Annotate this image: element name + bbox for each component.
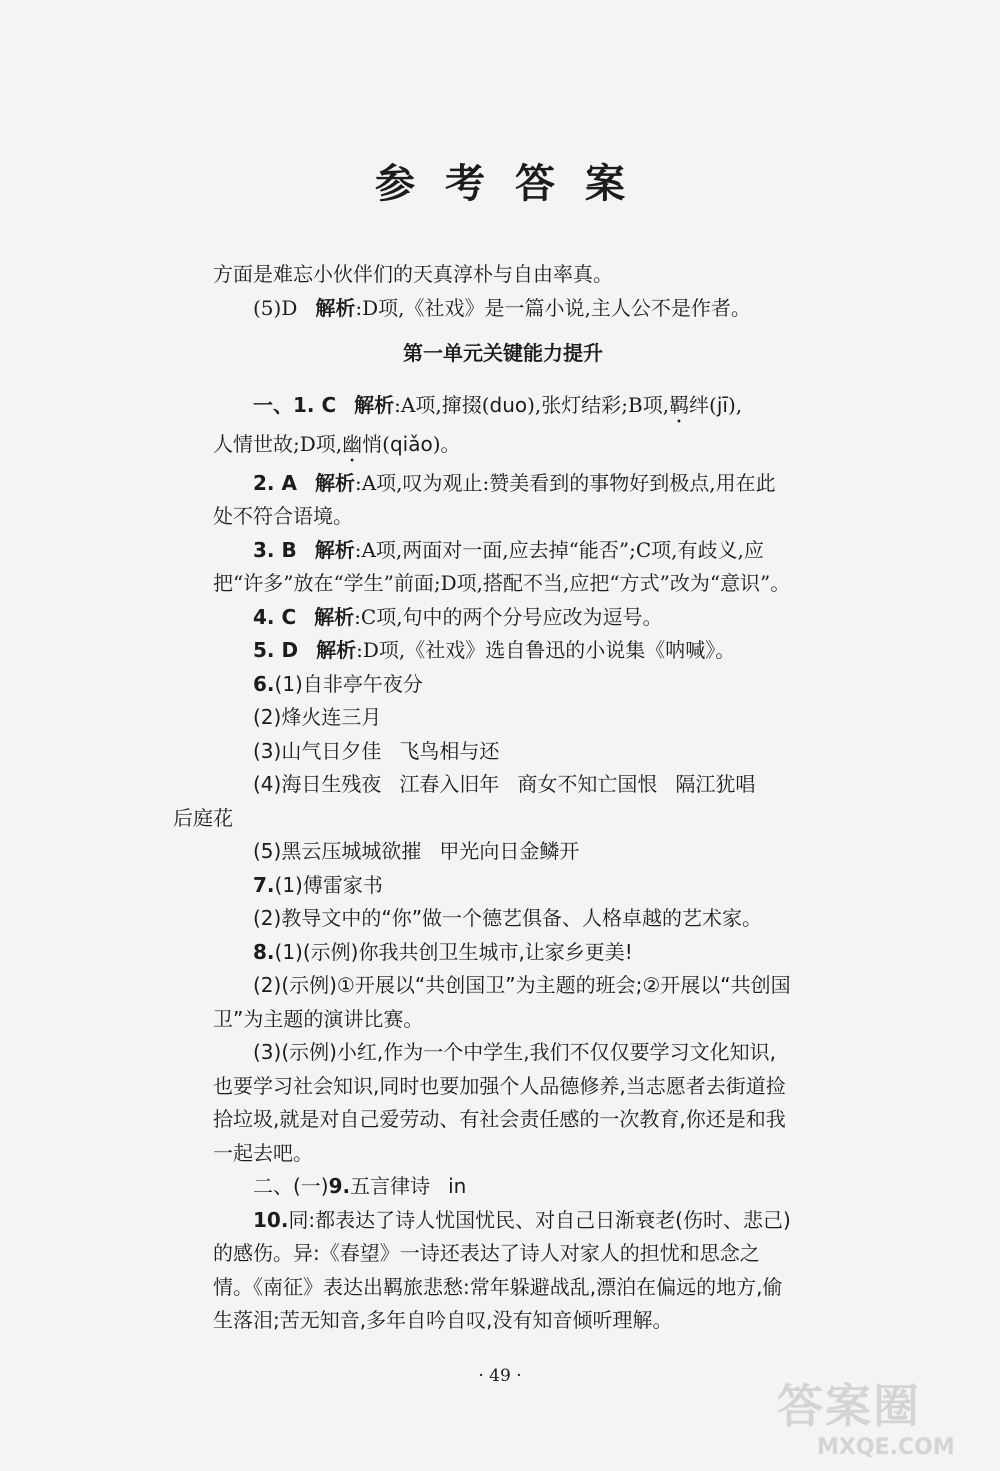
page-number: · 49 · (478, 1366, 522, 1386)
intro-q5: (5)D 解析:D项,《社戏》是一篇小说,主人公不是作者。 (253, 295, 751, 320)
answer-q8-2: (2)(示例)①开展以“共创国卫”为主题的班会;②开展以“共创国卫”为主题的演讲比赛。 (213, 973, 791, 1031)
page-title: 参考答案 (375, 160, 655, 207)
answer-q9: 二、(一)9.五言律诗 in (253, 1174, 467, 1198)
watermark-logo-text: 答案圈 (777, 1379, 921, 1433)
site-watermark (777, 1378, 982, 1464)
watermark-url: MXQE.COM (817, 1435, 955, 1460)
answer-q5: 5. D 解析:D项,《社戏》选自鲁迅的小说集《呐喊》。 (253, 638, 736, 662)
answer-q4: 4. C 解析:C项,句中的两个分号应改为逗号。 (253, 604, 663, 629)
answer-q10: 10.同:都表达了诗人忧国忧民、对自己日渐衰老(伤时、悲己)的感伤。异:《春望》一诗还表达了诗人对家人的担忧和思念之情。《南征》表达出羁旅悲愁:常年躲避战乱,漂泊在偏远的地方,偷生落泪;苦无知音,多年自吟自叹,没有知音倾听理解。 (213, 1207, 791, 1332)
answer-q3: 3. B 解析:A项,两面对一面,应去掉“能否”;C项,有歧义,应把“许多”放在“学生”前面;D项,搭配不当,应把“方式”改为“意识”。 (213, 537, 791, 595)
answer-q1: 一、1. C 解析:A项,撺掇(duo),张灯结彩;B项,羁绊(jī), 人情世故;D项,幽悄(qiǎo)。 (213, 392, 743, 456)
answer-q6-1: 6.(1)自非亭午夜分 (253, 671, 423, 696)
answer-q7-1: 7.(1)傅雷家书 (253, 872, 383, 897)
answer-q8-1: 8.(1)(示例)你我共创卫生城市,让家乡更美! (253, 939, 633, 964)
answer-q8-3: (3)(示例)小红,作为一个中学生,我们不仅仅要学习文化知识,也要学习社会知识,同时也要加强个人品德修养,当志愿者去街道捡拾垃圾,就是对自己爱劳动、有社会责任感的一次教育,你还是和我一起去吧。 (213, 1040, 786, 1165)
answer-content (173, 258, 793, 1338)
answer-q6-4: (4)海日生残夜 江春入旧年 商女不知亡国恨 隔江犹唱 后庭花 (173, 772, 756, 830)
answer-q6-2: (2)烽火连三月 (253, 705, 382, 729)
answer-q7-2: (2)教导文中的“你”做一个德艺俱备、人格卓越的艺术家。 (253, 906, 763, 930)
answer-q2: 2. A 解析:A项,叹为观止:赞美看到的事物好到极点,用在此处不符合语境。 (213, 470, 776, 528)
intro-line: 方面是难忘小伙伴们的天真淳朴与自由率真。 (213, 262, 613, 286)
section-title: 第一单元关键能力提升 (403, 341, 603, 365)
answer-q6-5: (5)黑云压城城欲摧 甲光向日金鳞开 (253, 839, 580, 863)
answer-q6-3: (3)山气日夕佳 飞鸟相与还 (253, 738, 500, 763)
